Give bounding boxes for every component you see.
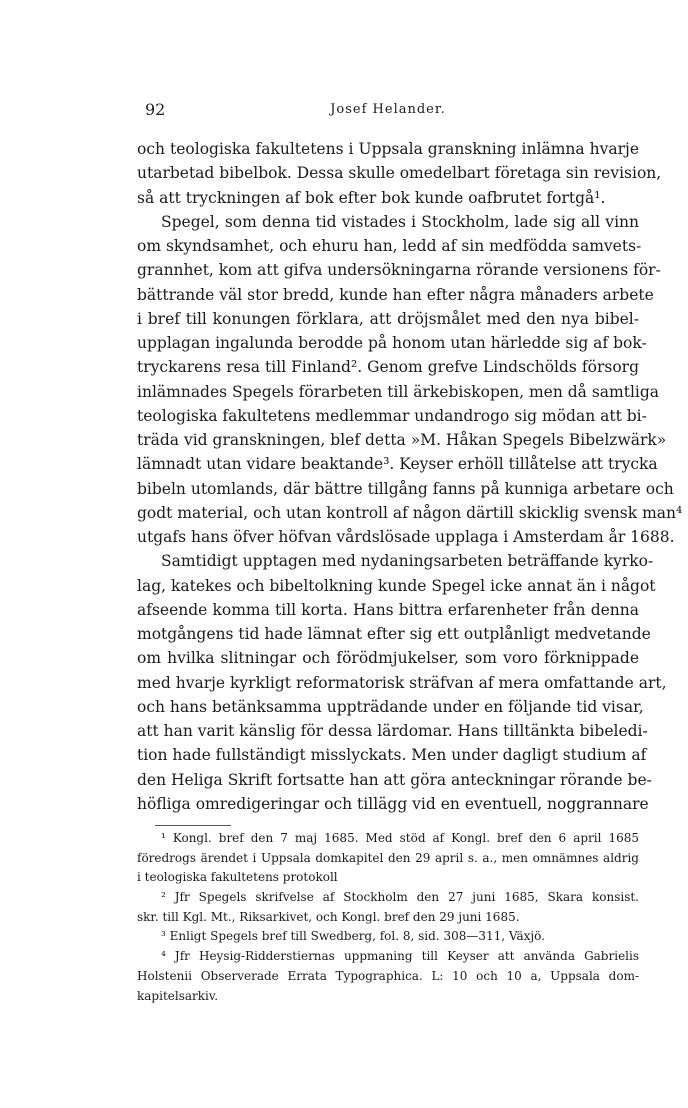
text-line: i bref till konungen förklara, att dröjsmålet med den nya bibel-: [137, 309, 639, 328]
text-line: om skyndsamhet, och ehuru han, ledd af sin medfödda samvets-: [137, 237, 642, 255]
page-header: [137, 100, 639, 124]
text-line: godt material, och utan kontroll af någon därtill skicklig svensk man⁴: [137, 503, 683, 522]
text-line: den Heliga Skrift fortsatte han att göra anteckningar rörande be-: [137, 770, 652, 789]
text-line: så att tryckningen af bok efter bok kunde oafbrutet fortgå¹.: [137, 188, 606, 207]
text-line: grannhet, kom att gifva undersökningarna rörande versionens för-: [137, 261, 661, 280]
text-line: Samtidigt upptagen med nydaningsarbeten beträffande kyrko-: [161, 552, 654, 571]
text-line: upplagan ingalunda berodde på honom utan härledde sig af bok-: [137, 334, 647, 352]
footnotes: [137, 829, 639, 1006]
text-line: och hans betänksamma uppträdande under en följande tid visar,: [137, 697, 644, 716]
text-line: tryckarens resa till Finland². Genom grefve Lindschölds försorg: [137, 358, 639, 377]
footnote-line: ² Jfr Spegels skrifvelse af Stockholm den 27 juni 1685, Skara konsist.: [161, 890, 639, 905]
text-line: utgafs hans öfver höfvan vårdslösade upplaga i Amsterdam år 1688.: [137, 528, 675, 546]
text-line: tion hade fullständigt misslyckats. Men under dagligt studium af: [137, 746, 647, 765]
footnote-line: skr. till Kgl. Mt., Riksarkivet, och Kongl. bref den 29 juni 1685.: [137, 909, 520, 924]
text-line: bättrande väl stor bredd, kunde han efter några månaders arbete: [137, 285, 654, 304]
text-line: utarbetad bibelbok. Dessa skulle omedelbart företaga sin revision,: [137, 164, 662, 183]
text-line: afseende komma till korta. Hans bittra erfarenheter från denna: [137, 600, 639, 619]
text-line: bibeln utomlands, där bättre tillgång fanns på kunniga arbetare och: [137, 479, 674, 498]
text-line: om hvilka slitningar och förödmjukelser, som voro förknippade: [137, 649, 639, 668]
running-head: Josef Helander.: [330, 102, 446, 117]
footnote-line: i teologiska fakultetens protokoll: [137, 870, 338, 885]
text-line: höfliga omredigeringar och tillägg vid en eventuell, noggrannare: [137, 794, 649, 813]
body-text: [137, 137, 683, 816]
footnote-line: ³ Enligt Spegels bref till Swedberg, fol. 8, sid. 308—311, Växjö.: [161, 929, 545, 944]
page-number: 92: [145, 100, 166, 119]
text-line: med hvarje kyrkligt reformatorisk sträfvan af mera omfattande art,: [137, 673, 667, 692]
text-line: träda vid granskningen, blef detta »M. Håkan Spegels Bibelzwärk»: [137, 431, 667, 449]
text-line: lämnadt utan vidare beaktande³. Keyser erhöll tillåtelse att trycka: [137, 455, 658, 474]
text-line: och teologiska fakultetens i Uppsala granskning inlämna hvarje: [137, 140, 639, 158]
footnote-line: föredrogs ärendet i Uppsala domkapitel den 29 april s. a., men omnämnes aldrig: [137, 850, 639, 865]
text-line: att han varit känslig för dessa lärdomar. Hans tilltänkta bibeledi-: [137, 722, 648, 740]
footnote-line: ⁴ Jfr Heysig-Ridderstiernas uppmaning till Keyser att använda Gabrielis: [161, 949, 639, 964]
text-line: inlämnades Spegels förarbeten till ärkebiskopen, men då samtliga: [137, 382, 660, 401]
footnote-line: ¹ Kongl. bref den 7 maj 1685. Med stöd af Kongl. bref den 6 april 1685: [161, 831, 639, 845]
text-line: motgångens tid hade lämnat efter sig ett outplånligt medvetande: [137, 625, 651, 643]
footnote-line: Holstenii Observerade Errata Typographica. L: 10 och 10 a, Uppsala dom-: [137, 968, 639, 983]
text-line: teologiska fakultetens medlemmar undandrogo sig mödan att bi-: [137, 406, 647, 425]
text-line: Spegel, som denna tid vistades i Stockholm, lade sig all vinn: [161, 212, 639, 231]
text-line: lag, katekes och bibeltolkning kunde Spegel icke annat än i något: [137, 576, 656, 595]
footnote-line: kapitelsarkiv.: [137, 988, 219, 1003]
footnote-divider: [155, 825, 231, 826]
